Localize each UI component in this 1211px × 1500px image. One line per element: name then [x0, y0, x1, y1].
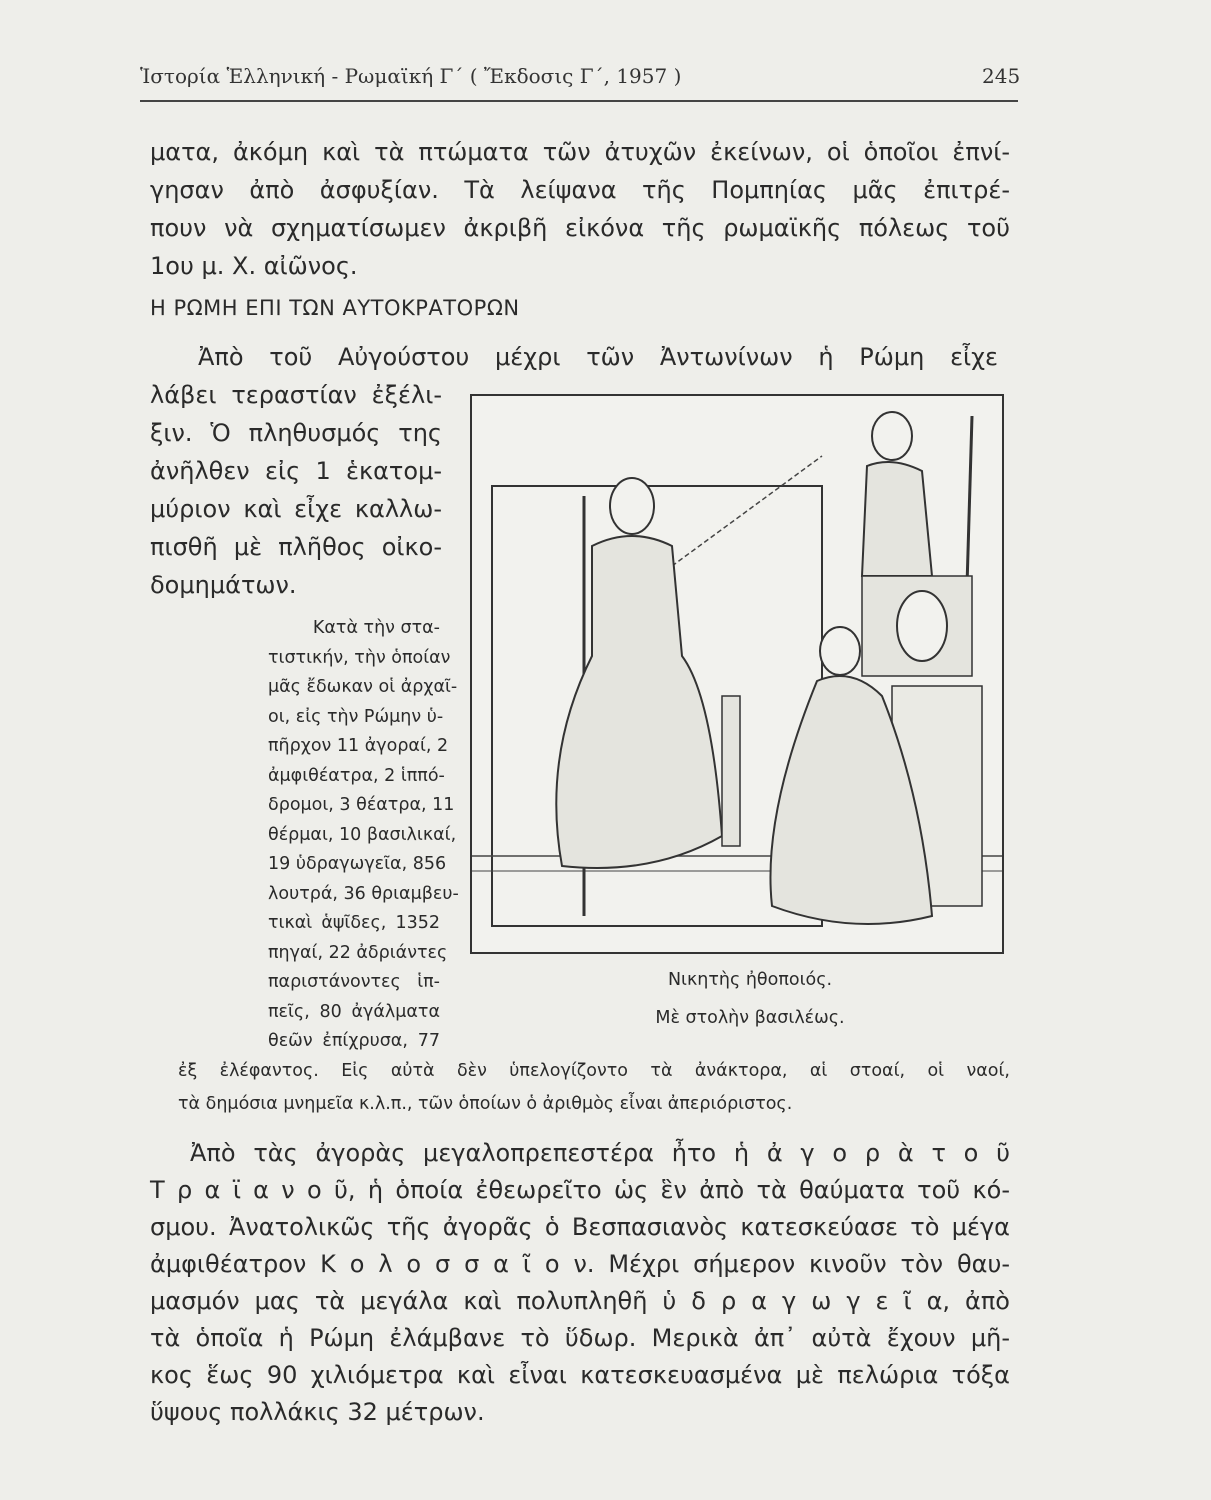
page-number: 245: [982, 64, 1021, 88]
intro-line: 1ου μ. Χ. αἰῶνος.: [150, 252, 358, 280]
note-line: 19 ὑδραγωγεῖα, 856: [268, 854, 447, 874]
para2-line: σμου. Ἀνατολικῶς τῆς ἀγορᾶς ὁ Βεσπασιανὸς κατεσκεύασε τὸ μέγα: [150, 1213, 1010, 1241]
note-line: τικαὶ ἁψῖδες, 1352: [268, 913, 440, 933]
figure-caption-line2: Μὲ στολὴν βασιλέως.: [655, 1008, 845, 1028]
para2-line: Ἀπὸ τὰς ἀγορὰς μεγαλοπρεπεστέρα ἦτο ἡ ἀ γ ο ρ ὰ τ ο ῦ: [190, 1139, 1010, 1167]
para1-line: ξιν. Ὁ πληθυσμός της: [150, 419, 442, 447]
para2-line: ὕψους πολλάκις 32 μέτρων.: [150, 1398, 485, 1426]
intro-line: γησαν ἀπὸ ἀσφυξίαν. Τὰ λείψανα τῆς Πομπηίας μᾶς ἐπιτρέ-: [150, 176, 1010, 204]
note-line: οι, εἰς τὴν Ρώμην ὑ-: [268, 706, 444, 727]
intro-line: πουν νὰ σχηματίσωμεν ἀκριβῆ εἰκόνα τῆς ρωμαϊκῆς πόλεως τοῦ: [150, 214, 1010, 242]
para1-line: ἀνῆλθεν εἰς 1 ἑκατομ-: [150, 457, 442, 485]
note-full-line: ἐξ ἐλέφαντος. Εἰς αὐτὰ δὲν ὑπελογίζοντο τὰ ἀνάκτορα, αἱ στοαί, οἱ ναοί,: [178, 1061, 1010, 1081]
para1-line: λάβει τεραστίαν ἐξέλι-: [150, 381, 442, 409]
para2-line: τὰ ὁποῖα ἡ Ρώμη ἐλάμβανε τὸ ὕδωρ. Μερικὰ ἀπ᾽ αὐτὰ ἔχουν μῆ-: [150, 1324, 1010, 1352]
note-full-line: τὰ δημόσια μνημεῖα κ.λ.π., τῶν ὁποίων ὁ ἀριθμὸς εἶναι ἀπεριόριστος.: [178, 1094, 793, 1114]
note-line: λουτρά, 36 θριαμβευ-: [268, 883, 459, 904]
note-line: πῆρχον 11 ἀγοραί, 2: [268, 736, 449, 756]
note-line: τιστικήν, τὴν ὁποίαν: [268, 647, 451, 668]
para2-line: Τ ρ α ϊ α ν ο ῦ, ἡ ὁποία ἐθεωρεῖτο ὡς ἓν ἀπὸ τὰ θαύματα τοῦ κό-: [150, 1176, 1010, 1204]
para1-line: δομημάτων.: [150, 571, 297, 599]
note-line: θέρμαι, 10 βασιλικαί,: [268, 824, 457, 845]
section-heading: Η ΡΩΜΗ ΕΠΙ ΤΩΝ ΑΥΤΟΚΡΑΤΟΡΩΝ: [150, 296, 520, 320]
para1-first-line: Ἀπὸ τοῦ Αὐγούστου μέχρι τῶν Ἀντωνίνων ἡ Ρώμη εἶχε: [198, 343, 998, 371]
header-rule: [140, 100, 1018, 102]
actor-illustration: [472, 396, 1002, 952]
intro-line: ματα, ἀκόμη καὶ τὰ πτώματα τῶν ἀτυχῶν ἐκείνων, οἱ ὁποῖοι ἐπνί-: [150, 138, 1010, 166]
para2-line: μασμόν μας τὰ μεγάλα καὶ πολυπληθῆ ὑ δ ρ α γ ω γ ε ῖ α, ἀπὸ: [150, 1287, 1010, 1315]
note-line: Κατὰ τὴν στα-: [312, 618, 440, 638]
para2-line: ἀμφιθέατρον Κ ο λ ο σ σ α ῖ ο ν. Μέχρι σήμερον κινοῦν τὸν θαυ-: [150, 1250, 1010, 1278]
note-line: πηγαί, 22 ἀδριάντες: [268, 942, 448, 963]
running-title: Ἱστορία Ἑλληνική - Ρωμαϊκή Γ΄ ( Ἔκδοσις Γ΄, 1957 ): [140, 64, 682, 88]
figure-caption-line1: Νικητὴς ἠθοποιός.: [667, 970, 833, 990]
figure-illustration: [470, 394, 1004, 954]
note-line: ἀμφιθέατρα, 2 ἱππό-: [268, 765, 445, 786]
para2-line: κος ἕως 90 χιλιόμετρα καὶ εἶναι κατεσκευασμένα μὲ πελώρια τόξα: [150, 1361, 1010, 1389]
note-line: θεῶν ἐπίχρυσα, 77: [268, 1031, 440, 1051]
note-line: μᾶς ἔδωκαν οἱ ἀρχαῖ-: [268, 677, 458, 697]
para1-line: μύριον καὶ εἶχε καλλω-: [150, 495, 442, 523]
para1-line: πισθῆ μὲ πλῆθος οἰκο-: [150, 533, 442, 561]
note-line: παριστάνοντες ἱπ-: [268, 972, 440, 992]
note-line: δρομοι, 3 θέατρα, 11: [268, 795, 455, 815]
note-line: πεῖς, 80 ἀγάλματα: [268, 1001, 440, 1022]
